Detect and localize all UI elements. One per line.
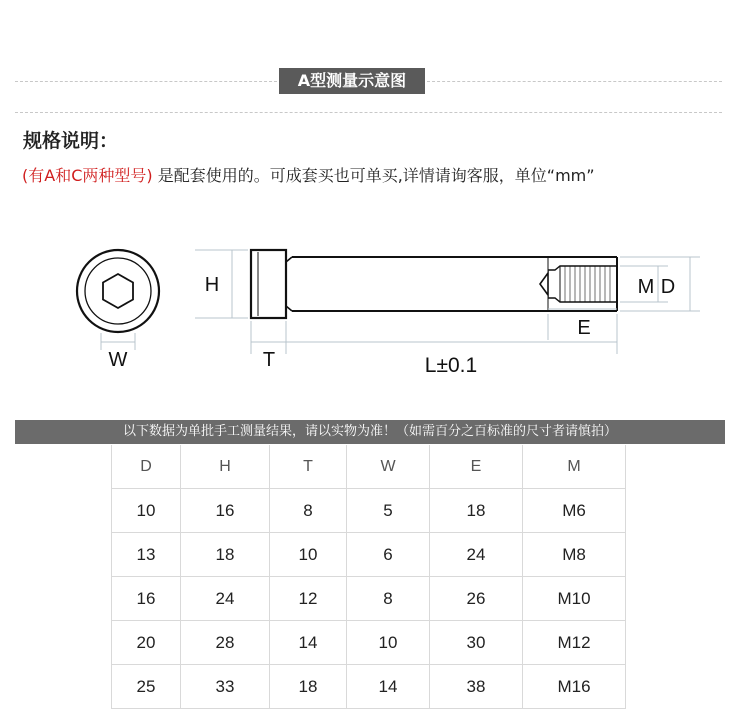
cell-h: 33 xyxy=(181,665,270,709)
measurement-disclaimer-banner: 以下数据为单批手工测量结果，请以实物为准！（如需百分之百标准的尺寸者请慎拍） xyxy=(15,420,725,444)
cell-m: M12 xyxy=(523,621,626,665)
cell-w: 10 xyxy=(347,621,430,665)
cell-t: 8 xyxy=(270,489,347,533)
note-paren-open: ( xyxy=(22,166,29,185)
label-h: H xyxy=(204,274,220,296)
dimension-lines xyxy=(195,250,700,354)
table-header-row xyxy=(112,445,626,489)
cell-h: 16 xyxy=(181,489,270,533)
cell-h: 18 xyxy=(181,533,270,577)
label-t: T xyxy=(262,349,276,371)
col-header-h: H xyxy=(181,445,270,489)
cell-t: 10 xyxy=(270,533,347,577)
note-description: 是配套使用的。可成套买也可单买,详情请询客服，单位“mm” xyxy=(152,166,595,185)
cell-e: 24 xyxy=(430,533,523,577)
cell-m: M10 xyxy=(523,577,626,621)
col-header-e: E xyxy=(430,445,523,489)
col-header-m: M xyxy=(523,445,626,489)
label-l: L±0.1 xyxy=(424,354,478,377)
screw-head-end-view xyxy=(77,250,159,332)
cell-t: 12 xyxy=(270,577,347,621)
hex-socket-icon xyxy=(103,274,133,308)
cell-m: M6 xyxy=(523,489,626,533)
cell-d: 13 xyxy=(112,533,181,577)
table-row xyxy=(112,577,626,621)
col-header-t: T xyxy=(270,445,347,489)
spec-heading: 规格说明： xyxy=(23,130,119,152)
cell-t: 18 xyxy=(270,665,347,709)
spec-note xyxy=(22,163,595,186)
screw-side-view xyxy=(251,250,617,318)
cell-d: 16 xyxy=(112,577,181,621)
cell-m: M16 xyxy=(523,665,626,709)
cell-e: 18 xyxy=(430,489,523,533)
table-row xyxy=(112,533,626,577)
table-row xyxy=(112,489,626,533)
table-row xyxy=(112,621,626,665)
top-divider-left xyxy=(15,81,277,82)
cell-d: 10 xyxy=(112,489,181,533)
label-e: E xyxy=(577,317,591,339)
cell-d: 25 xyxy=(112,665,181,709)
table-row xyxy=(112,665,626,709)
label-w: W xyxy=(108,349,128,371)
top-divider-right xyxy=(427,81,722,82)
note-paren-close: ) xyxy=(146,166,153,185)
screw-measurement-diagram xyxy=(0,230,737,400)
cell-m: M8 xyxy=(523,533,626,577)
cell-d: 20 xyxy=(112,621,181,665)
cell-w: 8 xyxy=(347,577,430,621)
col-header-w: W xyxy=(347,445,430,489)
label-m: M xyxy=(637,276,655,298)
cell-w: 6 xyxy=(347,533,430,577)
cell-w: 14 xyxy=(347,665,430,709)
col-header-d: D xyxy=(112,445,181,489)
cell-w: 5 xyxy=(347,489,430,533)
cell-h: 24 xyxy=(181,577,270,621)
cell-e: 38 xyxy=(430,665,523,709)
cell-t: 14 xyxy=(270,621,347,665)
cell-h: 28 xyxy=(181,621,270,665)
cell-e: 30 xyxy=(430,621,523,665)
section-divider xyxy=(15,112,722,113)
dimension-table xyxy=(111,445,626,709)
w-dimension xyxy=(101,333,135,350)
note-model-types: 有A和C两种型号 xyxy=(28,166,147,185)
label-d: D xyxy=(660,276,676,298)
cell-e: 26 xyxy=(430,577,523,621)
diagram-title-badge: A型测量示意图 xyxy=(279,68,425,94)
